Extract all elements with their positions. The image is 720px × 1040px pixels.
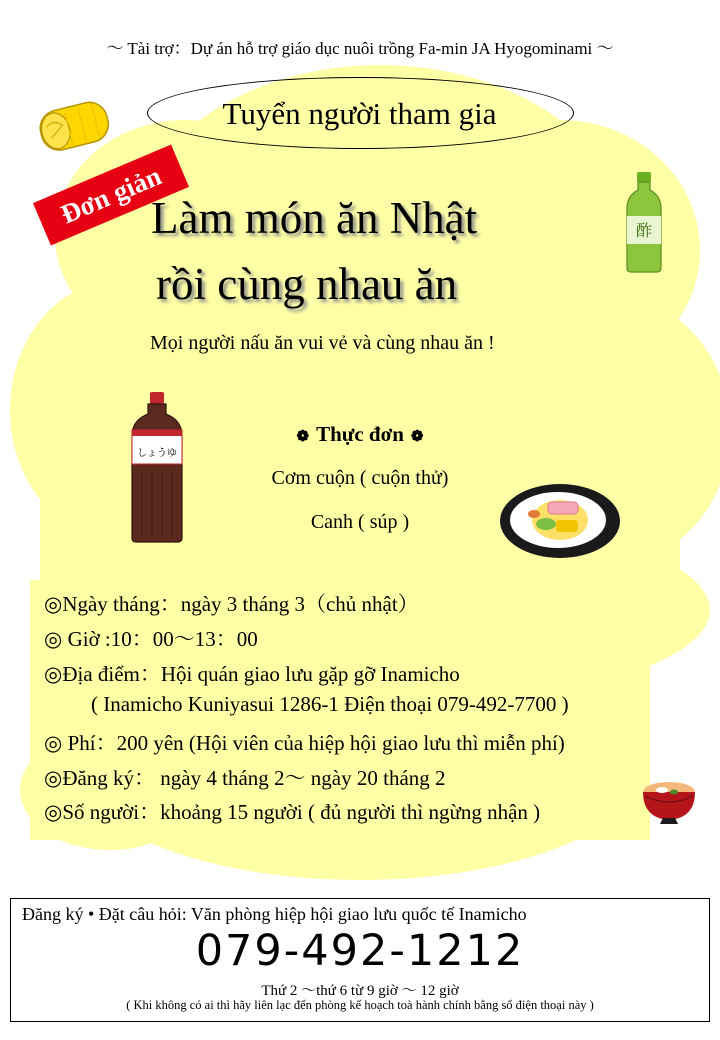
contact-phone: 079-492-1212 [195, 926, 525, 976]
title-line-2: rồi cùng nhau ăn [156, 259, 458, 309]
simple-badge: Đơn giản [33, 145, 189, 246]
soy-label: しょうゆ [137, 448, 177, 459]
contact-label: Đăng ký • Đặt câu hỏi: Văn phòng hiệp hội giao lưu quốc tế Inamicho [22, 904, 527, 924]
info-date: ◎Ngày tháng：ngày 3 tháng 3（chủ nhật） [44, 592, 419, 616]
info-place: ◎Địa điểm：Hội quán giao lưu gặp gỡ Inamicho [44, 662, 460, 686]
flower-icon: ❁ [296, 429, 310, 445]
info-time: ◎ Giờ :10：00～13：00 [44, 627, 258, 651]
vinegar-label: 酢 [635, 221, 653, 240]
contact-note: ( Khi không có ai thì hãy liên lạc đến phòng kế hoạch toà hành chính bằng số điện thoại này ) [126, 998, 594, 1012]
menu-heading-label: Thực đơn [316, 422, 404, 446]
info-fee: ◎ Phí：200 yên (Hội viên của hiệp hội giao lưu thì miễn phí) [44, 731, 565, 755]
soup-bowl-icon [640, 772, 698, 824]
info-place-detail: ( Inamicho Kuniyasui 1286-1 Điện thoại 079-492-7700 ) [91, 692, 569, 716]
info-registration: ◎Đăng ký： ngày 4 tháng 2～ ngày 20 tháng 2 [44, 766, 446, 790]
menu-item: Cơm cuộn ( cuộn thử) [271, 467, 449, 489]
vinegar-bottle-icon [624, 170, 664, 274]
menu-heading [0, 422, 720, 447]
sponsor-line: ～ Tài trợ：Dự án hỗ trợ giáo dục nuôi trồng Fa-min JA Hyogominami ～ [106, 39, 614, 58]
subtitle: Mọi người nấu ăn vui vẻ và cùng nhau ăn ! [150, 332, 495, 354]
contact-hours: Thứ 2 ～thứ 6 từ 9 giờ ～ 12 giờ [261, 983, 459, 999]
menu-item: Canh ( súp ) [310, 511, 410, 533]
sushi-roll-icon [498, 482, 622, 560]
recruit-heading: Tuyển người tham gia [222, 96, 497, 131]
info-capacity: ◎Số người：khoảng 15 người ( đủ người thì ngừng nhận ) [44, 800, 541, 824]
flower-icon: ❁ [410, 429, 424, 445]
title-line-1: Làm món ăn Nhật [151, 193, 478, 243]
omelette-icon [34, 92, 116, 158]
